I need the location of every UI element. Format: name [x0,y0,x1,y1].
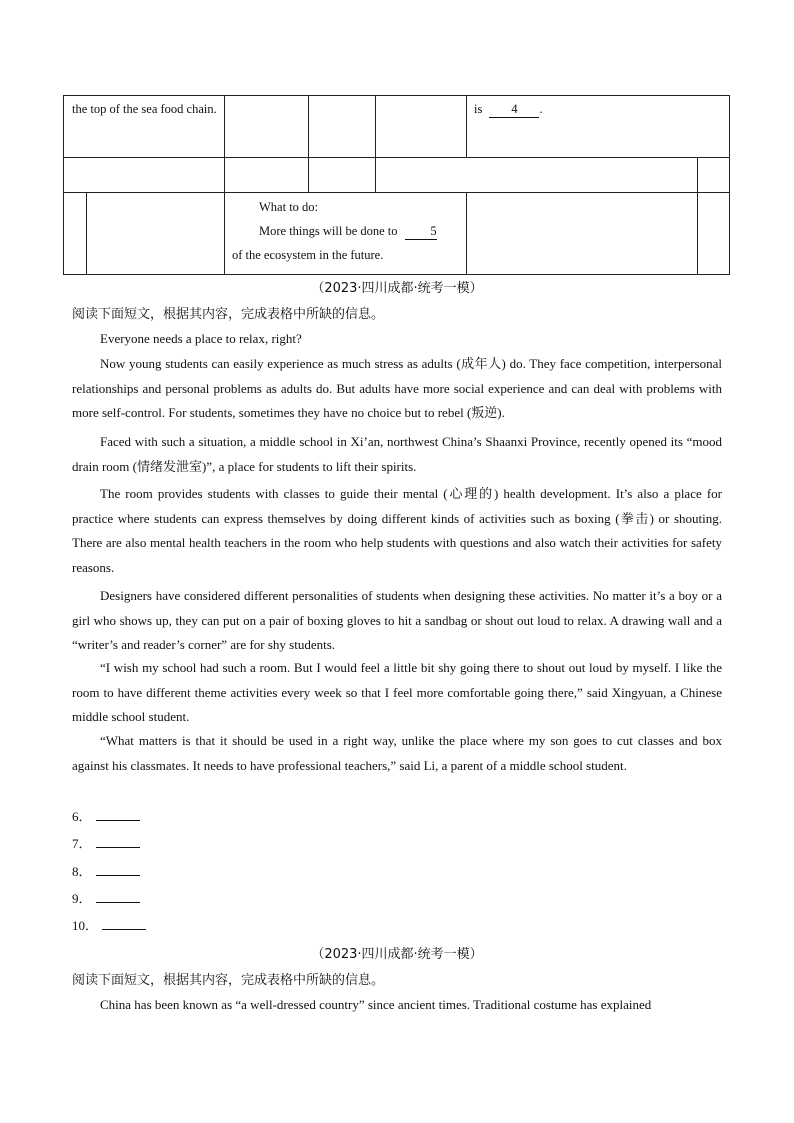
table-answer-cell [474,97,543,121]
answer-number: 9． [72,891,92,906]
table-border [466,95,467,157]
table-cell-text: the top of the sea food chain. [72,102,217,116]
table-what-to-do-line: of the ecosystem in the future. [232,248,384,262]
paragraph-text: The room provides students with classes to guide their mental (心理的) health development. It’s also a place for practice where students can express themselves by doing different kinds of activities such as boxing (拳击) or shouting. There are also mental health teachers in the room who help students with questions and also watch their activities for safety reasons. [72,486,722,575]
paragraph [72,430,722,479]
table-border [63,95,730,96]
source-note: （2023·四川成都·统考一模） [311,947,483,962]
table-border [63,95,64,275]
paragraph-text: Now young students can easily experience as much stress as adults (成年人) do. They face competition, interpersonal relationships and personal problems as adults do. But adults have more social experience and can deal with problems with more self-control. For students, sometimes they have no choice but to rebel (叛逆). [72,356,722,420]
paragraph [72,584,722,658]
answer-blank[interactable] [96,809,140,821]
blank-5[interactable]: 5 [405,223,437,240]
table-border [63,157,730,158]
answer-suffix: . [539,102,543,116]
answer-line[interactable] [72,861,140,880]
table-border [729,95,730,275]
blank-4[interactable]: 4 [489,101,539,118]
answer-number: 6． [72,809,92,824]
paragraph [72,482,722,580]
table-what-to-do-line [259,219,437,243]
table-border [86,192,87,274]
paragraph [72,993,722,1018]
answer-line[interactable] [72,915,146,934]
answer-blank[interactable] [96,891,140,903]
paragraph-text: Faced with such a situation, a middle school in Xi’an, northwest China’s Shaanxi Province, recently opened its “mood drain room (情绪发泄室)”, a place for students to lift their spirits. [72,434,722,474]
answer-blank[interactable] [102,918,146,930]
instruction: 阅读下面短文，根据其内容，完成表格中所缺的信息。 [72,307,385,322]
answer-number: 7． [72,836,92,851]
paragraph [72,656,722,730]
paragraph-text: Designers have considered different personalities of students when designing these activities. No matter it’s a boy or a girl who shows up, they can put on a pair of boxing gloves to hit a sandbag or shout out loud to relax. A drawing wall and a “writer’s and reader’s corner” are for shy students. [72,588,722,652]
paragraph-text: “I wish my school had such a room. But I would feel a little bit shy going there to shout out loud by myself. I like the room to have different theme activities every week so that I feel more comfortable going there,” said Xingyuan, a Chinese middle school student. [72,660,722,724]
paragraph [72,327,722,352]
answer-blank[interactable] [96,836,140,848]
answer-number: 10． [72,918,99,933]
answer-line[interactable] [72,888,140,907]
table-border [63,192,730,193]
table-border [697,157,698,274]
paragraph-text: Everyone needs a place to relax, right? [100,331,302,346]
paragraph [72,352,722,426]
paragraph [72,729,722,778]
answer-line[interactable] [72,833,140,852]
table-what-to-do-heading: What to do: [259,200,319,214]
answer-number: 8． [72,864,92,879]
source-note: （2023·四川成都·统考一模） [311,281,483,296]
table-border [375,95,376,192]
table-border [308,95,309,192]
paragraph-text: “What matters is that it should be used in a right way, unlike the place where my son goes to cut classes and box against his classmates. It needs to have professional teachers,” said Li, a parent of a middle school student. [72,733,722,773]
instruction: 阅读下面短文，根据其内容，完成表格中所缺的信息。 [72,973,385,988]
table-border [466,192,467,274]
what-to-do-text: More things will be done to [259,224,398,238]
answer-prefix: is [474,102,483,116]
paragraph-text: China has been known as “a well-dressed country” since ancient times. Traditional costume has explained [100,997,652,1012]
answer-blank[interactable] [96,864,140,876]
table-border [63,274,730,275]
answer-line[interactable] [72,806,140,825]
table-border [224,95,225,192]
table-border [224,192,225,274]
